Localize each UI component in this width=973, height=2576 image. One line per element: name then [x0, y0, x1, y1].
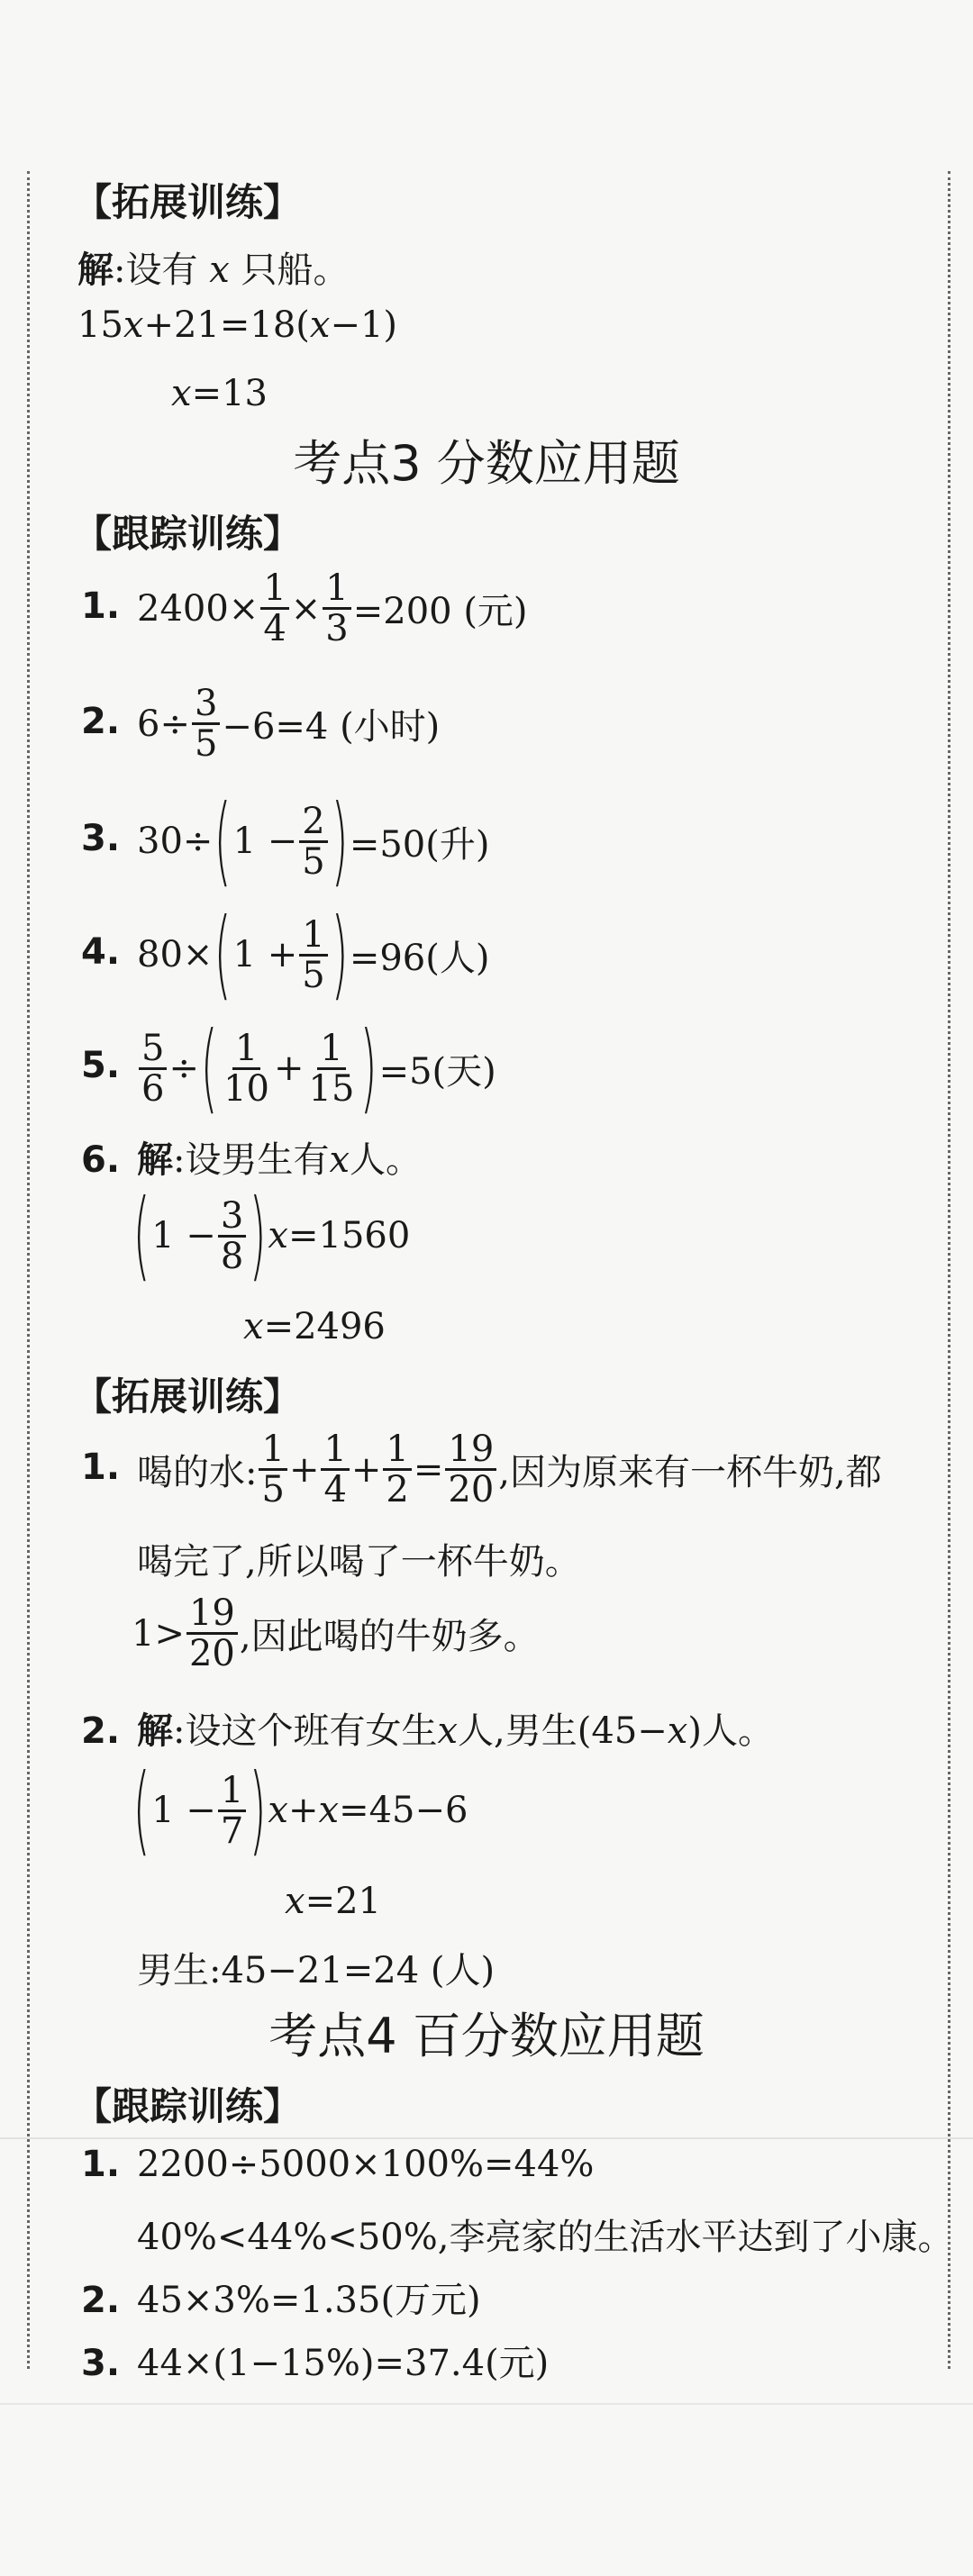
section-heading-extension: 【拓展训练】	[74, 180, 302, 224]
answer-item-5: 5. $\frac{5}{6}$ ÷ ( $\frac{1}{10}$ + $\frac{1}{15}$ ) =5(天)	[81, 1011, 496, 1124]
extension-item-2: 2. 解:设这个班有女生x人,男生(45−x)人。	[81, 1710, 774, 1752]
answer-item-6-equation: ( 1 − $\frac{3}{8}$ ) x =1560	[132, 1179, 411, 1292]
equation-line: 15x+21=18(x−1)	[77, 304, 398, 346]
section-heading-tracking: 【跟踪训练】	[74, 512, 302, 556]
extension-item-2-equation: ( 1 − $\frac{1}{7}$ ) x + x =45−6	[132, 1754, 468, 1866]
topic-4-title: 考点4 百分数应用题	[268, 2008, 705, 2064]
percent-item-3: 3. 44×(1−15%)=37.4(元)	[81, 2343, 550, 2384]
percent-item-2: 2. 45×3%=1.35(万元)	[81, 2280, 481, 2321]
bottom-divider	[0, 2403, 973, 2405]
page-fold-line	[0, 2137, 973, 2139]
extension-item-2-boys: 男生:45−21=24 (人)	[137, 1950, 496, 1991]
answer-item-1: 1. 2400× $\frac{1}{4}$ × $\frac{1}{3}$ =200 (元)	[81, 567, 528, 649]
extension-item-1: 1. 喝的水: $\frac{1}{5}$ + $\frac{1}{4}$ + $\frac{1}{2}$ = $\frac{19}{20}$ ,因为原来有一杯牛奶,都	[81, 1429, 882, 1510]
extension-item-1-line2: 喝完了,所以喝了一杯牛奶。	[137, 1541, 581, 1583]
equation-result: x=13	[171, 373, 268, 414]
answer-item-6: 6. 解:设男生有x人。	[81, 1139, 423, 1181]
answer-item-4: 4. 80× ( 1 + $\frac{1}{5}$ ) =96(人)	[81, 898, 490, 1011]
percent-item-1-line2: 40%<44%<50%,李亮家的生活水平达到了小康。	[137, 2217, 954, 2258]
section-heading-extension-2: 【拓展训练】	[74, 1374, 302, 1419]
answer-item-2: 2. 6÷ $\frac{3}{5}$ −6=4 (小时)	[81, 683, 441, 765]
answer-item-6-result: x=2496	[243, 1306, 386, 1347]
answer-item-3: 3. 30÷ ( 1 − $\frac{2}{5}$ ) =50(升)	[81, 785, 490, 897]
solution-intro: 解:设有 x 只船。	[77, 249, 350, 291]
topic-3-title: 考点3 分数应用题	[293, 435, 680, 492]
percent-item-1: 1. 2200÷5000×100%=44%	[81, 2144, 595, 2185]
section-heading-tracking-2: 【跟踪训练】	[74, 2084, 302, 2128]
extension-item-1-conclusion: 1> $\frac{19}{20}$ ,因此喝的牛奶多。	[132, 1592, 540, 1674]
extension-item-2-result: x=21	[285, 1881, 381, 1922]
